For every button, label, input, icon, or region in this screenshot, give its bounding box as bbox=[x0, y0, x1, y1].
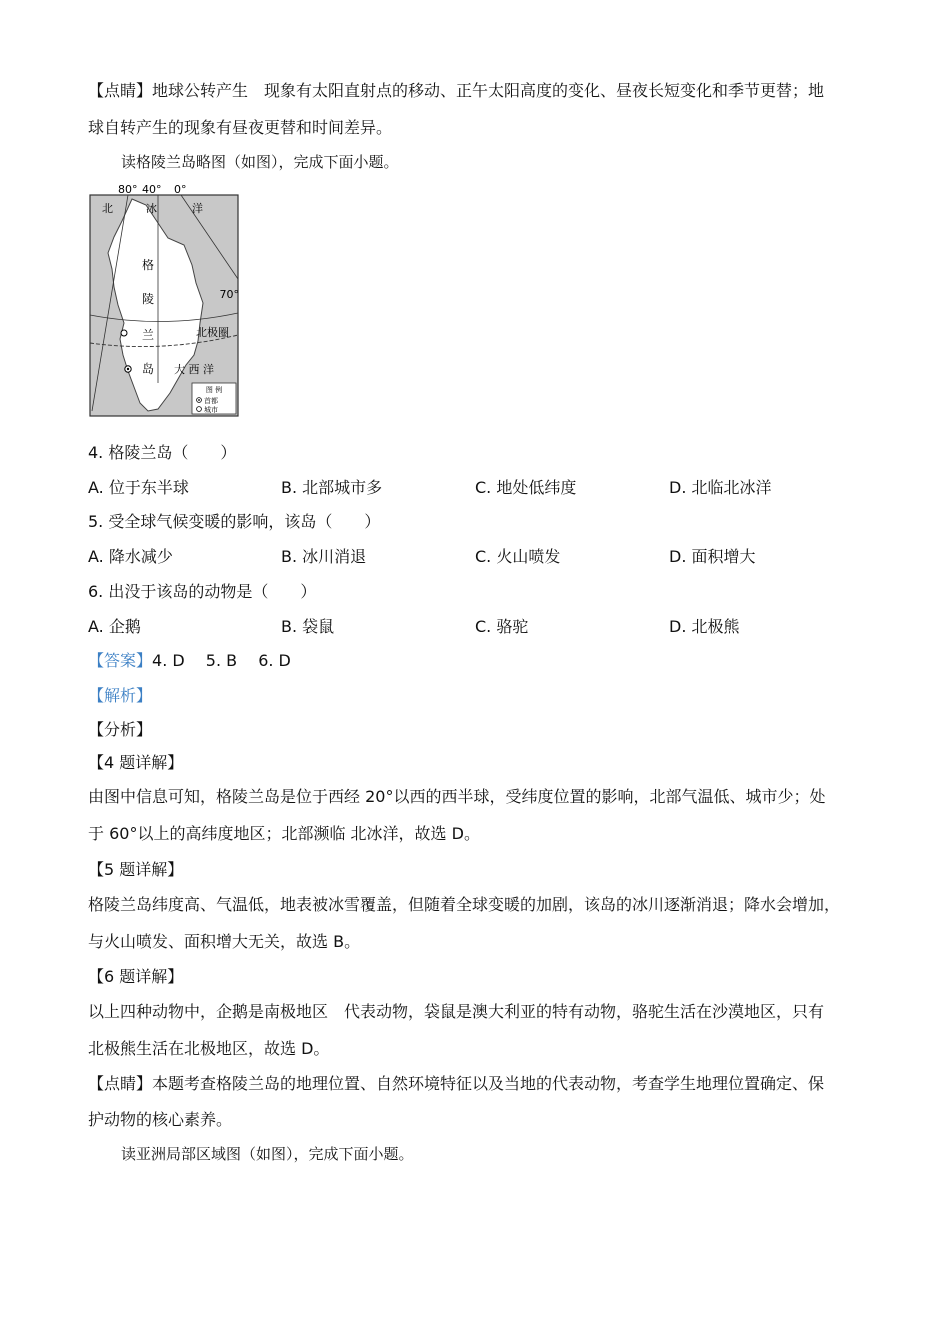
legend-title: 图 例 bbox=[205, 386, 223, 394]
analysis-label: 【解析】 bbox=[88, 686, 153, 705]
detail-6-heading: 【6 题详解】 bbox=[88, 967, 184, 986]
detail-4-heading: 【4 题详解】 bbox=[88, 753, 184, 772]
q4-option-a: A. 位于东半球 bbox=[88, 478, 189, 497]
q5-option-c: C. 火山喷发 bbox=[475, 547, 561, 566]
island-char-4: 岛 bbox=[142, 362, 155, 376]
lon-0-label: 0° bbox=[174, 183, 187, 196]
atlantic-label: 大 西 洋 bbox=[174, 363, 214, 376]
intro-greenland: 读格陵兰岛略图（如图），完成下面小题。 bbox=[121, 153, 399, 171]
ocean-north-char-1: 北 bbox=[102, 202, 113, 215]
q5-option-b: B. 冰川消退 bbox=[281, 547, 367, 566]
q5-option-a: A. 降水减少 bbox=[88, 547, 173, 566]
island-char-2: 陵 bbox=[142, 292, 155, 306]
legend-city-label: 城市 bbox=[204, 406, 218, 414]
q6-option-d: D. 北极熊 bbox=[669, 617, 740, 636]
question-4: 4. 格陵兰岛（ ） bbox=[88, 443, 237, 462]
q4-option-b: B. 北部城市多 bbox=[281, 478, 383, 497]
dianjing-line-1a: 【点睛】地球公转产生 现象有太阳直射点的移动、正午太阳高度的变化、昼夜长短变化和季节更替；地 bbox=[88, 81, 825, 100]
q4-option-d: D. 北临北冰洋 bbox=[669, 478, 772, 497]
detail-5-line-a: 格陵兰岛纬度高、气温低，地表被冰雪覆盖，但随着全球变暖的加剧，该岛的冰川逐渐消退；降水会增加， bbox=[88, 895, 841, 914]
q6-option-a: A. 企鹅 bbox=[88, 617, 141, 636]
detail-6-line-b: 北极熊生活在北极地区，故选 D。 bbox=[88, 1039, 330, 1058]
legend-capital-label: 首都 bbox=[204, 397, 218, 405]
city-symbol bbox=[121, 330, 127, 336]
dianjing-line-1b: 球自转产生的现象有昼夜更替和时间差异。 bbox=[88, 118, 393, 137]
dianjing-line-2b: 护动物的核心素养。 bbox=[88, 1110, 233, 1129]
q4-option-c: C. 地处低纬度 bbox=[475, 478, 577, 497]
ocean-north-char-2: 冰 bbox=[146, 202, 157, 215]
question-5: 5. 受全球气候变暖的影响，该岛（ ） bbox=[88, 512, 381, 531]
answer-label: 【答案】 bbox=[88, 651, 153, 670]
intro-asia: 读亚洲局部区域图（如图），完成下面小题。 bbox=[121, 1145, 414, 1163]
detail-6-line-a: 以上四种动物中，企鹅是南极地区 代表动物，袋鼠是澳大利亚的特有动物，骆驼生活在沙漠地区，只有 bbox=[88, 1002, 825, 1021]
greenland-map bbox=[88, 183, 240, 418]
q6-option-c: C. 骆驼 bbox=[475, 617, 529, 636]
fenxi-label: 【分析】 bbox=[88, 720, 153, 739]
island-char-3: 兰 bbox=[142, 328, 155, 342]
arctic-circle-label: 北极圈 bbox=[196, 326, 229, 339]
legend-city-icon bbox=[197, 407, 202, 412]
lon-40-label: 40° bbox=[142, 183, 162, 196]
detail-5-heading: 【5 题详解】 bbox=[88, 860, 184, 879]
lat-70-label: 70° bbox=[219, 288, 239, 301]
q5-option-d: D. 面积增大 bbox=[669, 547, 756, 566]
detail-4-line-b: 于 60°以上的高纬度地区；北部濒临 北冰洋，故选 D。 bbox=[88, 824, 480, 843]
lon-80-label: 80° bbox=[118, 183, 138, 196]
detail-4-line-a: 由图中信息可知，格陵兰岛是位于西经 20°以西的西半球，受纬度位置的影响，北部气温低、城市少；处 bbox=[88, 787, 826, 806]
dianjing-line-2a: 【点睛】本题考查格陵兰岛的地理位置、自然环境特征以及当地的代表动物，考查学生地理位置确定、保 bbox=[88, 1074, 825, 1093]
q6-option-b: B. 袋鼠 bbox=[281, 617, 335, 636]
question-6: 6. 出没于该岛的动物是（ ） bbox=[88, 582, 317, 601]
answer-line bbox=[88, 651, 291, 671]
island-char-1: 格 bbox=[142, 258, 155, 272]
answer-text: 4. D 5. B 6. D bbox=[152, 651, 291, 670]
ocean-north-char-3: 洋 bbox=[192, 202, 203, 215]
detail-5-line-b: 与火山喷发、面积增大无关，故选 B。 bbox=[88, 932, 361, 951]
